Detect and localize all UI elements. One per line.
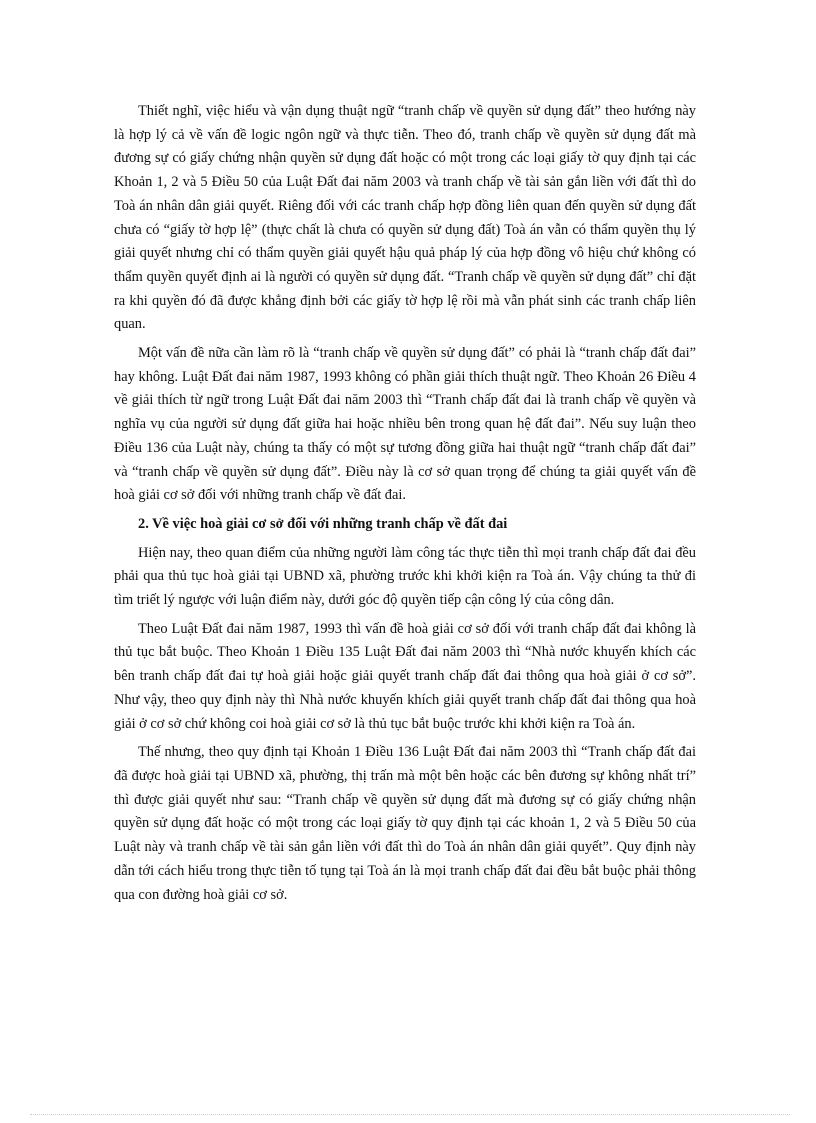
paragraph-5: Thế nhưng, theo quy định tại Khoản 1 Điều 136 Luật Đất đai năm 2003 thì “Tranh chấp đất đai đã được hoà giải tại UBND xã, phường, thị trấn mà một bên hoặc các bên đương sự không nhất trí” thì được giải quyết như sau: “Tranh chấp về quyền sử dụng đất mà đương sự có giấy chứng nhận quyền sử dụng đất hoặc có một trong các loại giấy tờ quy định tại các khoản 1, 2 và 5 Điều 50 của Luật này và tranh chấp về tài sản gắn liền với đất thì do Toà án nhân dân giải quyết”. Quy định này dẫn tới cách hiểu trong thực tiễn tố tụng tại Toà án là mọi tranh chấp đất đai đều bắt buộc phải thông qua con đường hoà giải cơ sở. <box>114 744 696 903</box>
paragraph-2: Một vấn đề nữa cần làm rõ là “tranh chấp về quyền sử dụng đất” có phải là “tranh chấp đất đai” hay không. Luật Đất đai năm 1987, 1993 không có phần giải thích thuật ngữ. Theo Khoản 26 Điều 4 về giải thích từ ngữ trong Luật Đất đai năm 2003 thì “Tranh chấp đất đai là tranh chấp về quyền và nghĩa vụ của người sử dụng đất giữa hai hoặc nhiều bên trong quan hệ đất đai”. Nếu suy luận theo Điều 136 của Luật này, chúng ta thấy có một sự tương đồng giữa hai thuật ngữ “tranh chấp đất đai” và “tranh chấp về quyền sử dụng đất”. Điều này là cơ sở quan trọng để chúng ta giải quyết vấn đề hoà giải cơ sở đối với những tranh chấp về đất đai. <box>114 345 696 504</box>
paragraph-3: Hiện nay, theo quan điểm của những người làm công tác thực tiễn thì mọi tranh chấp đất đai đều phải qua thủ tục hoà giải tại UBND xã, phường trước khi khởi kiện ra Toà án. Vậy chúng ta thử đi tìm triết lý ngược với luận điểm này, dưới góc độ quyền tiếp cận công lý của công dân. <box>114 544 696 609</box>
bottom-divider <box>30 1114 790 1115</box>
document-body <box>114 100 696 912</box>
paragraph-1: Thiết nghĩ, việc hiểu và vận dụng thuật ngữ “tranh chấp về quyền sử dụng đất” theo hướng này là hợp lý cả về vấn đề logic ngôn ngữ và thực tiễn. Theo đó, tranh chấp về quyền sử dụng đất mà đương sự có giấy chứng nhận quyền sử dụng đất hoặc có một trong các loại giấy tờ quy định tại các Khoản 1, 2 và 5 Điều 50 của Luật Đất đai năm 2003 và tranh chấp về tài sản gắn liền với đất thì do Toà án nhân dân giải quyết. Riêng đối với các tranh chấp hợp đồng liên quan đến quyền sử dụng đất chưa có “giấy tờ hợp lệ” (thực chất là chưa có quyền sử dụng đất) Toà án vẫn có thẩm quyền thụ lý giải quyết nhưng chỉ có thẩm quyền giải quyết hậu quả pháp lý của hợp đồng vô hiệu chứ không có thẩm quyền quyết định ai là người có quyền sử dụng đất. “Tranh chấp về quyền sử dụng đất” chỉ đặt ra khi quyền đó đã được khẳng định bởi các giấy tờ hợp lệ rồi mà vẫn phát sinh các tranh chấp liên quan. <box>114 103 696 333</box>
section-heading: 2. Về việc hoà giải cơ sở đối với những tranh chấp về đất đai <box>138 515 508 532</box>
paragraph-4: Theo Luật Đất đai năm 1987, 1993 thì vấn đề hoà giải cơ sở đối với tranh chấp đất đai không là thủ tục bắt buộc. Theo Khoản 1 Điều 135 Luật Đất đai năm 2003 thì “Nhà nước khuyến khích các bên tranh chấp đất đai tự hoà giải hoặc giải quyết tranh chấp đất đai thông qua hoà giải ở cơ sở”. Như vậy, theo quy định này thì Nhà nước khuyến khích giải quyết tranh chấp đất đai thông qua hoà giải ở cơ sở chứ không coi hoà giải cơ sở là thủ tục bắt buộc trước khi khởi kiện ra Toà án. <box>114 620 696 732</box>
